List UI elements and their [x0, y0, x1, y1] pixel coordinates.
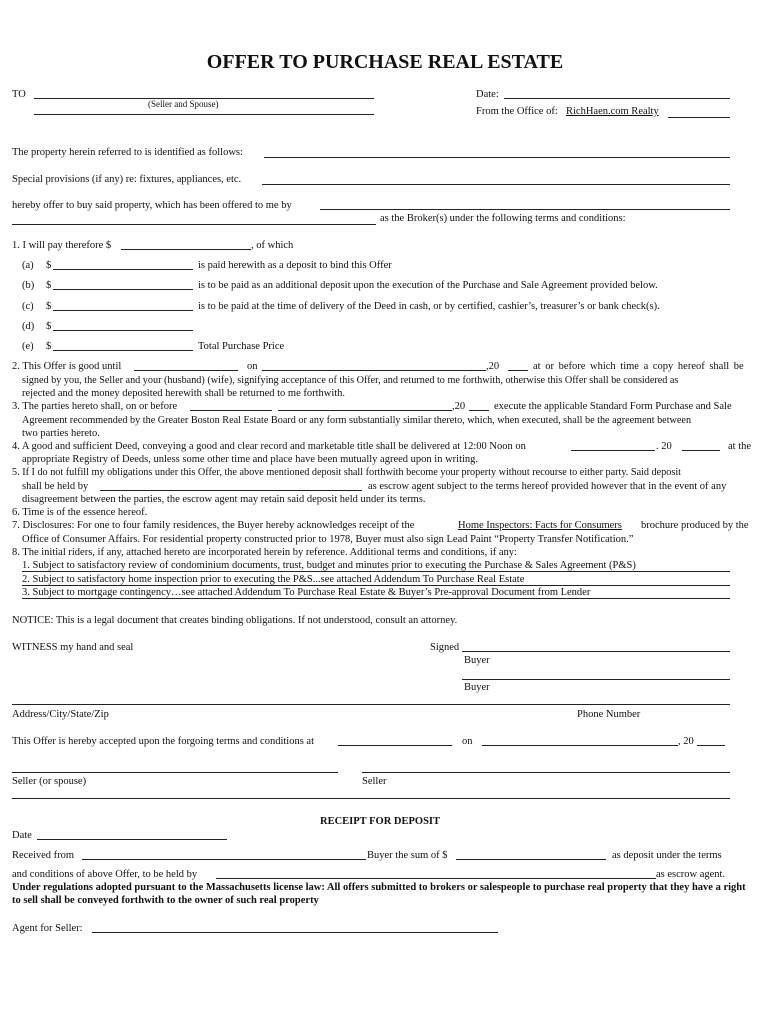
received-from-field[interactable]: [82, 847, 366, 860]
special-provisions-field[interactable]: [262, 172, 730, 185]
term2-on: on: [247, 361, 258, 372]
ps-date-field-2[interactable]: [278, 398, 452, 411]
agent-field[interactable]: [92, 920, 498, 933]
signed-label: Signed: [430, 642, 460, 653]
buyer-label-2: Buyer: [464, 682, 490, 693]
as-deposit-label: as deposit under the terms: [612, 850, 722, 861]
accepted-year-field[interactable]: [697, 733, 725, 746]
deed-year-field[interactable]: [682, 438, 720, 451]
term3-rest: execute the applicable Standard Form Purchase and Sale: [494, 401, 732, 412]
received-from-label: Received from: [12, 850, 75, 861]
term5-held: shall be held by: [22, 481, 89, 492]
accepted-year: , 20: [678, 736, 694, 747]
home-inspectors-link[interactable]: Home Inspectors: Facts for Consumers: [458, 520, 622, 531]
regulation-text: Under regulations adopted pursuant to the Massachusetts license law: All offers submitted to brokers or salespeople to purchase real property that they have a right to sell shall be conveyed forthwith to the owner of such real property: [12, 882, 746, 906]
receipt-title: RECEIPT FOR DEPOSIT: [320, 816, 440, 827]
payment-amount-b[interactable]: [53, 277, 193, 290]
address-label: Address/City/State/Zip: [12, 709, 109, 720]
term3-line2: Agreement recommended by the Greater Boston Real Estate Board or any form substantially similar thereto, which, when executed, shall be the agreement between: [22, 415, 692, 426]
term8: 8. The initial riders, if any, attached hereto are incorporated herein by reference. Additional terms and conditions, if any:: [12, 547, 517, 558]
term2-line2: signed by you, the Seller and your (husband) (wife), signifying acceptance of this Offer, and returned to me forthwith, otherwise this Offer shall be considered as: [22, 375, 679, 386]
buyer-sum-label: Buyer the sum of $: [367, 850, 448, 861]
payment-intro: 1. I will pay therefore $: [12, 240, 112, 251]
payment-text-b: is to be paid as an additional deposit upon the execution of the Purchase and Sale Agreement provided below.: [198, 280, 658, 291]
term2-line3: rejected and the money deposited herewith shall be returned to me forthwith.: [22, 388, 346, 399]
seller-name-field-2[interactable]: [34, 102, 374, 115]
payment-dollar-e: $: [46, 341, 52, 352]
agent-label: Agent for Seller:: [12, 923, 83, 934]
payment-amount-d[interactable]: [53, 318, 193, 331]
rider-3-line: [22, 598, 730, 599]
term5-rest: as escrow agent subject to the terms hereof provided however that in the event of any: [368, 481, 727, 492]
date-field[interactable]: [504, 86, 730, 99]
buyer-signature-2[interactable]: [462, 667, 730, 680]
special-provisions-label: Special provisions (if any) re: fixtures, appliances, etc.: [12, 174, 242, 185]
receipt-date-field[interactable]: [37, 827, 227, 840]
offered-by-field[interactable]: [320, 197, 730, 210]
term4-at: at the: [728, 441, 752, 452]
payment-dollar-b: $: [46, 280, 52, 291]
accepted-time-field[interactable]: [338, 733, 452, 746]
term4-year: . 20: [656, 441, 672, 452]
term7-b: brochure produced by the: [641, 520, 749, 531]
total-amount-field[interactable]: [121, 237, 251, 250]
conditions-label: and conditions of above Offer, to be held by: [12, 869, 198, 880]
section-divider: [12, 798, 730, 799]
broker-suffix: as the Broker(s) under the following terms and conditions:: [380, 213, 626, 224]
buyer-address-field[interactable]: [12, 692, 730, 705]
legal-notice: NOTICE: This is a legal document that creates binding obligations. If not understood, consult an attorney.: [12, 615, 458, 626]
escrow-holder-field[interactable]: [100, 478, 362, 491]
term2-rest: at or before which time a copy hereof shall be: [533, 361, 744, 372]
term4-line2: appropriate Registry of Deeds, unless some other time and place have been mutually agreed upon in writing.: [22, 454, 479, 465]
term7-line2: Office of Consumer Affairs. For residential property constructed prior to 1978, Buyer must also sign Lead Paint “Property Transfer Notification.”: [22, 534, 634, 545]
ps-date-field-1[interactable]: [190, 398, 272, 411]
payment-dollar-d: $: [46, 321, 52, 332]
offer-good-date-field[interactable]: [262, 358, 486, 371]
rider-1: 1. Subject to satisfactory review of condominium documents, trust, budget and minutes prior to executing the Purchase & Sales Agreement (P&S): [22, 560, 636, 571]
rider-3: 3. Subject to mortgage contingency…see attached Addendum To Purchase Real Estate & Buyer’s Pre-approval Document from Lender: [22, 587, 591, 598]
payment-amount-e[interactable]: [53, 338, 193, 351]
deposit-sum-field[interactable]: [456, 847, 606, 860]
seller-label: Seller: [362, 776, 387, 787]
page-title: OFFER TO PURCHASE REAL ESTATE: [206, 51, 564, 73]
term2-year: ,20: [486, 361, 500, 372]
payment-text-a: is paid herewith as a deposit to bind this Offer: [198, 260, 392, 271]
property-identified-label: The property herein referred to is identified as follows:: [12, 147, 243, 158]
date-label: Date:: [476, 89, 499, 100]
payment-letter-d: (d): [22, 321, 35, 332]
buyer-label-1: Buyer: [464, 655, 490, 666]
term5-line1: 5. If I do not fulfill my obligations under this Offer, the above mentioned deposit shall forthwith become your property without recourse to either party. Said deposit: [12, 467, 681, 478]
accepted-on: on: [462, 736, 473, 747]
to-label: TO: [12, 89, 26, 100]
phone-label: Phone Number: [577, 709, 641, 720]
payment-intro-suffix: , of which: [251, 240, 294, 251]
term5-line3: disagreement between the parties, the escrow agent may retain said deposit held under its terms.: [22, 494, 426, 505]
escrow-label: as escrow agent.: [656, 869, 726, 880]
offer-good-until-field[interactable]: [134, 358, 238, 371]
accepted-date-field[interactable]: [482, 733, 678, 746]
term7-a: 7. Disclosures: For one to four family residences, the Buyer hereby acknowledges receipt of the: [12, 520, 415, 531]
payment-dollar-a: $: [46, 260, 52, 271]
payment-letter-c: (c): [22, 301, 34, 312]
from-office-label: From the Office of:: [476, 106, 558, 117]
receipt-date-label: Date: [12, 830, 32, 841]
payment-text-e: Total Purchase Price: [198, 341, 285, 352]
term2-a: 2. This Offer is good until: [12, 361, 122, 372]
payment-letter-a: (a): [22, 260, 34, 271]
rider-1-line: [22, 571, 730, 572]
payment-amount-a[interactable]: [53, 257, 193, 270]
term4-a: 4. A good and sufficient Deed, conveying a good and clear record and marketable title shall be delivered at 12:00 Noon on: [12, 441, 526, 452]
term3-a: 3. The parties hereto shall, on or before: [12, 401, 178, 412]
deed-date-field[interactable]: [571, 438, 655, 451]
ps-year-field[interactable]: [469, 398, 489, 411]
payment-letter-b: (b): [22, 280, 35, 291]
seller-signature[interactable]: [362, 760, 730, 773]
term3-year: ,20: [452, 401, 466, 412]
escrow-agent-field[interactable]: [216, 866, 656, 879]
seller-spouse-signature[interactable]: [12, 760, 338, 773]
offer-good-year-field[interactable]: [508, 358, 528, 371]
property-identified-field[interactable]: [264, 145, 730, 158]
witness-label: WITNESS my hand and seal: [12, 642, 134, 653]
seller-spouse-label: Seller (or spouse): [12, 776, 87, 787]
payment-letter-e: (e): [22, 341, 34, 352]
rider-2: 2. Subject to satisfactory home inspection prior to executing the P&S...see attached Addendum To Purchase Real Estate: [22, 574, 525, 585]
payment-dollar-c: $: [46, 301, 52, 312]
broker-field[interactable]: [12, 212, 376, 225]
office-name: RichHaen.com Realty: [566, 106, 659, 117]
office-underline: [668, 117, 730, 118]
offer-label: hereby offer to buy said property, which has been offered to me by: [12, 200, 292, 211]
term6: 6. Time is of the essence hereof.: [12, 507, 148, 518]
seller-caption: (Seller and Spouse): [148, 99, 219, 109]
accepted-label: This Offer is hereby accepted upon the forgoing terms and conditions at: [12, 736, 314, 747]
buyer-signature-1[interactable]: [462, 639, 730, 652]
payment-text-c: is to be paid at the time of delivery of the Deed in cash, or by certified, cashier’s, treasurer’s or bank check(s).: [198, 301, 660, 312]
payment-amount-c[interactable]: [53, 298, 193, 311]
term3-line3: two parties hereto.: [22, 428, 100, 439]
